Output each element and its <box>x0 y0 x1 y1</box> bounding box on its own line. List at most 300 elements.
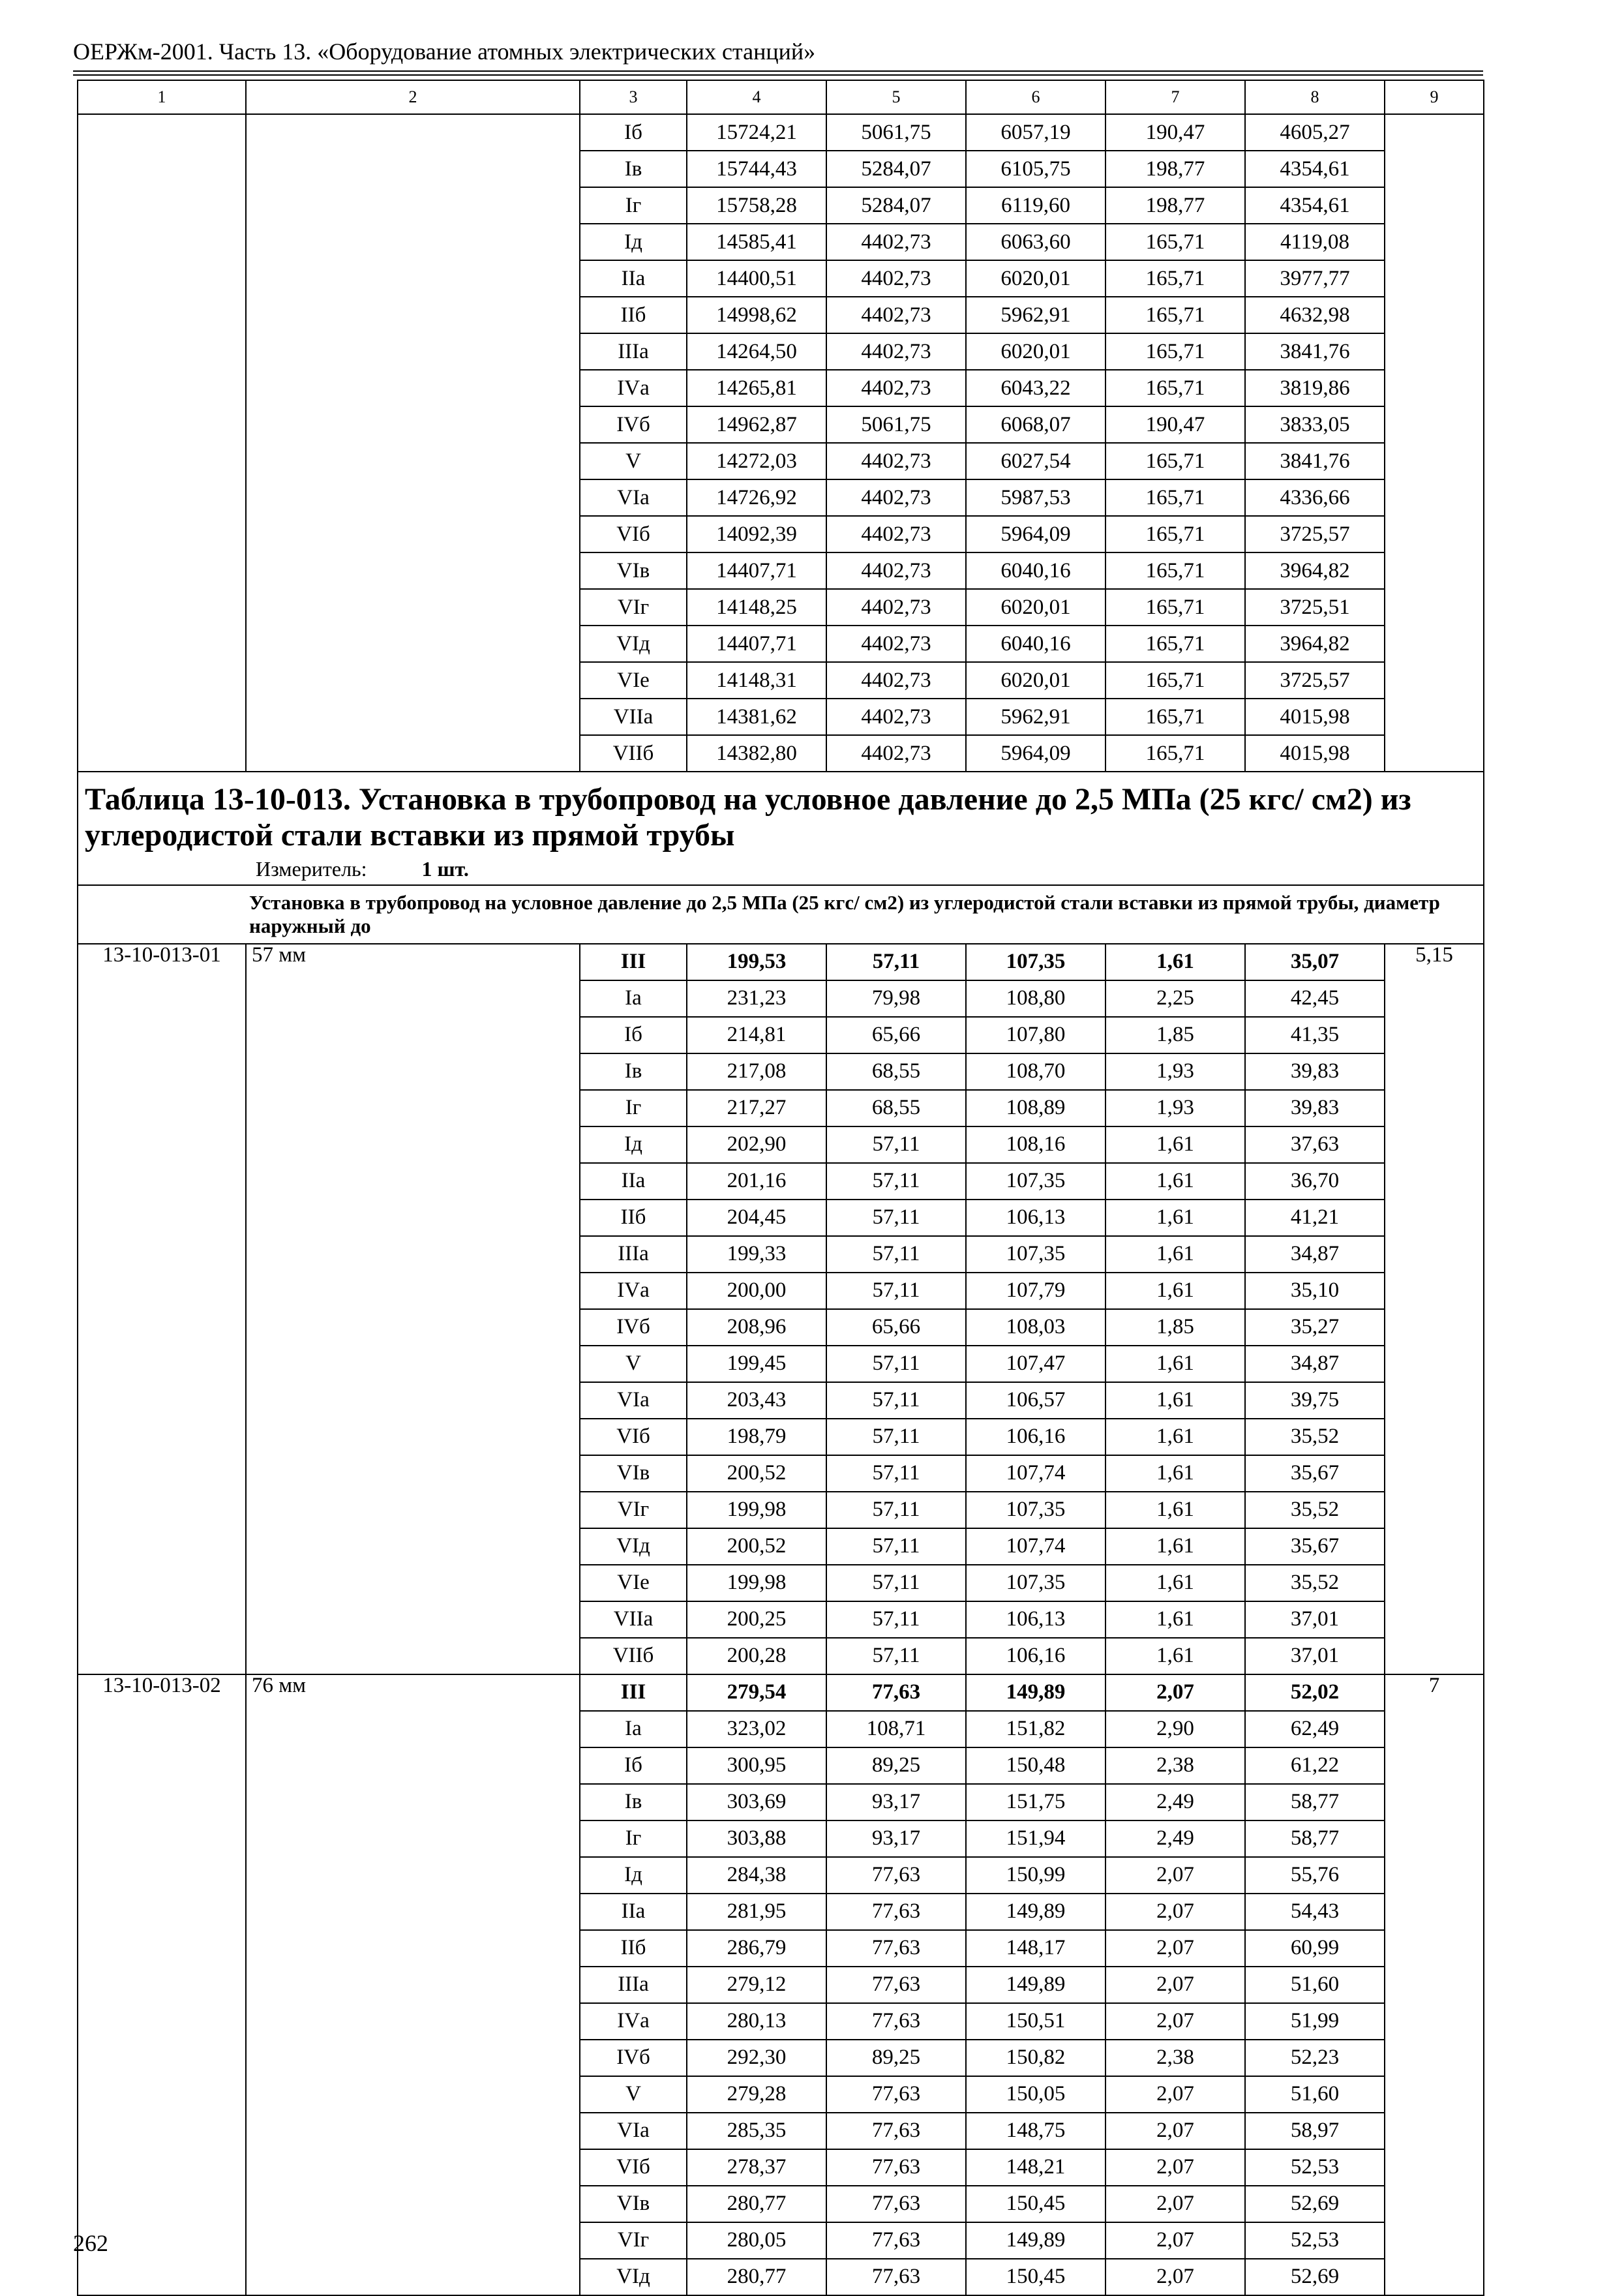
code-cell: 13-10-013-02 <box>78 1674 246 1711</box>
code-cell <box>78 1273 246 1309</box>
value-cell: 5284,07 <box>826 151 966 187</box>
value-cell: 2,07 <box>1105 1967 1245 2003</box>
value-cell: 106,57 <box>966 1382 1105 1419</box>
value-cell: 68,55 <box>826 1090 966 1126</box>
value-cell: 37,01 <box>1245 1601 1385 1638</box>
value-cell: 14272,03 <box>687 443 826 479</box>
value-cell: 4119,08 <box>1245 224 1385 260</box>
value-cell: 2,07 <box>1105 2259 1245 2295</box>
zone-cell: V <box>580 1346 687 1382</box>
value-cell: 4354,61 <box>1245 151 1385 187</box>
code-cell <box>78 1894 246 1930</box>
value-cell: 4402,73 <box>826 662 966 699</box>
value-cell: 4402,73 <box>826 699 966 735</box>
value-cell: 37,63 <box>1245 1126 1385 1163</box>
value-cell: 14381,62 <box>687 699 826 735</box>
value-cell: 108,16 <box>966 1126 1105 1163</box>
value-cell: 2,07 <box>1105 1857 1245 1894</box>
name-cell <box>246 1455 580 1492</box>
table-row <box>78 333 1484 370</box>
code-cell <box>78 1126 246 1163</box>
value-cell: 39,83 <box>1245 1053 1385 1090</box>
meter-label: Измеритель: <box>256 857 367 881</box>
table-row <box>78 589 1484 626</box>
value-cell: 6027,54 <box>966 443 1105 479</box>
mass-cell <box>1385 1784 1484 1820</box>
value-cell: 165,71 <box>1105 224 1245 260</box>
value-cell: 107,35 <box>966 1565 1105 1601</box>
value-cell: 93,17 <box>826 1784 966 1820</box>
value-cell: 5964,09 <box>966 735 1105 772</box>
zone-cell: VIб <box>580 2149 687 2186</box>
table-row <box>78 1747 1484 1784</box>
code-cell <box>78 1784 246 1820</box>
value-cell: 190,47 <box>1105 406 1245 443</box>
code-cell <box>78 2259 246 2295</box>
name-cell <box>246 1273 580 1309</box>
value-cell: 35,52 <box>1245 1565 1385 1601</box>
table-row <box>78 1090 1484 1126</box>
value-cell: 4402,73 <box>826 333 966 370</box>
name-cell <box>246 260 580 297</box>
value-cell: 280,05 <box>687 2222 826 2259</box>
value-cell: 4632,98 <box>1245 297 1385 333</box>
value-cell: 165,71 <box>1105 552 1245 589</box>
table-row <box>78 1309 1484 1346</box>
value-cell: 5987,53 <box>966 479 1105 516</box>
name-cell <box>246 1126 580 1163</box>
mass-cell <box>1385 1601 1484 1638</box>
value-cell: 3841,76 <box>1245 333 1385 370</box>
name-cell <box>246 2003 580 2040</box>
zone-cell: Iб <box>580 114 687 151</box>
value-cell: 52,23 <box>1245 2040 1385 2076</box>
value-cell: 57,11 <box>826 1492 966 1528</box>
mass-cell <box>1385 626 1484 662</box>
mass-cell <box>1385 1309 1484 1346</box>
column-number: 3 <box>580 80 687 114</box>
mass-cell <box>1385 1930 1484 1967</box>
name-cell <box>246 1053 580 1090</box>
value-cell: 106,16 <box>966 1638 1105 1674</box>
value-cell: 52,69 <box>1245 2186 1385 2222</box>
value-cell: 2,90 <box>1105 1711 1245 1747</box>
mass-cell <box>1385 1820 1484 1857</box>
code-cell <box>78 699 246 735</box>
value-cell: 199,45 <box>687 1346 826 1382</box>
table-row <box>78 1857 1484 1894</box>
value-cell: 6043,22 <box>966 370 1105 406</box>
value-cell: 58,97 <box>1245 2113 1385 2149</box>
zone-cell: Iв <box>580 1053 687 1090</box>
code-cell <box>78 2076 246 2113</box>
value-cell: 5962,91 <box>966 297 1105 333</box>
table-row <box>78 2186 1484 2222</box>
name-cell <box>246 1638 580 1674</box>
code-cell <box>78 297 246 333</box>
zone-cell: IIа <box>580 1894 687 1930</box>
code-cell <box>78 552 246 589</box>
value-cell: 1,61 <box>1105 1163 1245 1200</box>
column-number: 4 <box>687 80 826 114</box>
value-cell: 6057,19 <box>966 114 1105 151</box>
code-cell <box>78 2003 246 2040</box>
value-cell: 57,11 <box>826 1455 966 1492</box>
name-cell <box>246 2040 580 2076</box>
value-cell: 200,28 <box>687 1638 826 1674</box>
value-cell: 61,22 <box>1245 1747 1385 1784</box>
zone-cell: VIг <box>580 589 687 626</box>
value-cell: 165,71 <box>1105 516 1245 552</box>
value-cell: 150,45 <box>966 2186 1105 2222</box>
value-cell: 201,16 <box>687 1163 826 1200</box>
table-row <box>78 1346 1484 1382</box>
value-cell: 4354,61 <box>1245 187 1385 224</box>
code-cell <box>78 735 246 772</box>
value-cell: 149,89 <box>966 1894 1105 1930</box>
mass-cell <box>1385 2113 1484 2149</box>
value-cell: 2,07 <box>1105 1894 1245 1930</box>
value-cell: 300,95 <box>687 1747 826 1784</box>
value-cell: 4402,73 <box>826 589 966 626</box>
name-cell <box>246 1382 580 1419</box>
value-cell: 198,77 <box>1105 151 1245 187</box>
value-cell: 199,53 <box>687 944 826 980</box>
name-cell <box>246 1601 580 1638</box>
name-cell <box>246 224 580 260</box>
value-cell: 3977,77 <box>1245 260 1385 297</box>
value-cell: 57,11 <box>826 1382 966 1419</box>
table-row <box>78 1565 1484 1601</box>
value-cell: 77,63 <box>826 2259 966 2295</box>
value-cell: 57,11 <box>826 1273 966 1309</box>
name-cell <box>246 589 580 626</box>
header-rule <box>73 70 1483 72</box>
value-cell: 107,80 <box>966 1017 1105 1053</box>
value-cell: 190,47 <box>1105 114 1245 151</box>
value-cell: 54,43 <box>1245 1894 1385 1930</box>
table-row <box>78 944 1484 980</box>
value-cell: 35,52 <box>1245 1492 1385 1528</box>
value-cell: 106,13 <box>966 1601 1105 1638</box>
name-cell <box>246 1346 580 1382</box>
value-cell: 199,33 <box>687 1236 826 1273</box>
value-cell: 14400,51 <box>687 260 826 297</box>
mass-cell <box>1385 1528 1484 1565</box>
mass-cell <box>1385 479 1484 516</box>
value-cell: 51,60 <box>1245 1967 1385 2003</box>
code-cell <box>78 333 246 370</box>
value-cell: 1,61 <box>1105 1638 1245 1674</box>
table-row <box>78 479 1484 516</box>
zone-cell: IVб <box>580 406 687 443</box>
value-cell: 4402,73 <box>826 443 966 479</box>
zone-cell: IIа <box>580 1163 687 1200</box>
value-cell: 200,52 <box>687 1455 826 1492</box>
code-cell <box>78 980 246 1017</box>
table-row <box>78 1784 1484 1820</box>
value-cell: 200,25 <box>687 1601 826 1638</box>
value-cell: 106,16 <box>966 1419 1105 1455</box>
zone-cell: VIв <box>580 2186 687 2222</box>
table-row <box>78 1382 1484 1419</box>
mass-cell <box>1385 589 1484 626</box>
mass-cell <box>1385 1638 1484 1674</box>
value-cell: 39,75 <box>1245 1382 1385 1419</box>
value-cell: 107,35 <box>966 944 1105 980</box>
table-row <box>78 1711 1484 1747</box>
code-cell <box>78 479 246 516</box>
value-cell: 4015,98 <box>1245 699 1385 735</box>
code-cell <box>78 1857 246 1894</box>
name-cell <box>246 1565 580 1601</box>
zone-cell: VIа <box>580 1382 687 1419</box>
mass-cell <box>1385 1967 1484 2003</box>
value-cell: 51,60 <box>1245 2076 1385 2113</box>
value-cell: 208,96 <box>687 1309 826 1346</box>
code-cell <box>78 1528 246 1565</box>
table-row <box>78 1163 1484 1200</box>
value-cell: 77,63 <box>826 1930 966 1967</box>
value-cell: 14092,39 <box>687 516 826 552</box>
value-cell: 203,43 <box>687 1382 826 1419</box>
value-cell: 3964,82 <box>1245 552 1385 589</box>
name-cell <box>246 2113 580 2149</box>
value-cell: 4402,73 <box>826 479 966 516</box>
column-number: 2 <box>246 80 580 114</box>
mass-cell <box>1385 2259 1484 2295</box>
zone-cell: IIIа <box>580 1236 687 1273</box>
table-row <box>78 699 1484 735</box>
value-cell: 2,49 <box>1105 1784 1245 1820</box>
zone-cell: Iб <box>580 1747 687 1784</box>
zone-cell: IIIа <box>580 1967 687 2003</box>
header-rule-2 <box>73 74 1483 76</box>
value-cell: 77,63 <box>826 1674 966 1711</box>
name-cell <box>246 479 580 516</box>
value-cell: 57,11 <box>826 1163 966 1200</box>
column-number: 5 <box>826 80 966 114</box>
name-cell <box>246 2259 580 2295</box>
zone-cell: IVа <box>580 2003 687 2040</box>
value-cell: 165,71 <box>1105 699 1245 735</box>
mass-cell <box>1385 151 1484 187</box>
table-row <box>78 1419 1484 1455</box>
value-cell: 323,02 <box>687 1711 826 1747</box>
value-cell: 4402,73 <box>826 516 966 552</box>
table-row <box>78 735 1484 772</box>
zone-cell: VIг <box>580 1492 687 1528</box>
value-cell: 89,25 <box>826 1747 966 1784</box>
value-cell: 52,53 <box>1245 2149 1385 2186</box>
value-cell: 2,07 <box>1105 2076 1245 2113</box>
table-row <box>78 260 1484 297</box>
mass-cell <box>1385 1126 1484 1163</box>
value-cell: 165,71 <box>1105 260 1245 297</box>
value-cell: 202,90 <box>687 1126 826 1163</box>
code-cell <box>78 589 246 626</box>
zone-cell: VIа <box>580 2113 687 2149</box>
name-cell <box>246 1200 580 1236</box>
value-cell: 57,11 <box>826 1126 966 1163</box>
value-cell: 1,61 <box>1105 1565 1245 1601</box>
value-cell: 14148,25 <box>687 589 826 626</box>
value-cell: 148,75 <box>966 2113 1105 2149</box>
value-cell: 65,66 <box>826 1309 966 1346</box>
name-cell <box>246 626 580 662</box>
table-row <box>78 1492 1484 1528</box>
value-cell: 150,99 <box>966 1857 1105 1894</box>
table-row <box>78 552 1484 589</box>
column-number: 1 <box>78 80 246 114</box>
value-cell: 1,61 <box>1105 1382 1245 1419</box>
table-row <box>78 2040 1484 2076</box>
value-cell: 285,35 <box>687 2113 826 2149</box>
value-cell: 3841,76 <box>1245 443 1385 479</box>
table-row <box>78 1236 1484 1273</box>
table-row <box>78 297 1484 333</box>
mass-cell <box>1385 260 1484 297</box>
mass-cell <box>1385 1419 1484 1455</box>
value-cell: 286,79 <box>687 1930 826 1967</box>
zone-cell: VIв <box>580 552 687 589</box>
value-cell: 2,07 <box>1105 2149 1245 2186</box>
value-cell: 200,00 <box>687 1273 826 1309</box>
mass-cell <box>1385 2222 1484 2259</box>
column-number-row <box>78 80 1484 114</box>
mass-cell <box>1385 443 1484 479</box>
value-cell: 77,63 <box>826 2076 966 2113</box>
value-cell: 6119,60 <box>966 187 1105 224</box>
value-cell: 3725,57 <box>1245 662 1385 699</box>
name-cell <box>246 1163 580 1200</box>
code-cell <box>78 1200 246 1236</box>
value-cell: 6020,01 <box>966 333 1105 370</box>
value-cell: 35,10 <box>1245 1273 1385 1309</box>
value-cell: 107,79 <box>966 1273 1105 1309</box>
value-cell: 107,35 <box>966 1492 1105 1528</box>
value-cell: 1,85 <box>1105 1017 1245 1053</box>
code-cell <box>78 626 246 662</box>
value-cell: 57,11 <box>826 1528 966 1565</box>
mass-cell <box>1385 1090 1484 1126</box>
value-cell: 4402,73 <box>826 297 966 333</box>
name-cell <box>246 151 580 187</box>
code-cell <box>78 224 246 260</box>
mass-cell <box>1385 2186 1484 2222</box>
code-cell <box>78 1419 246 1455</box>
value-cell: 77,63 <box>826 1967 966 2003</box>
mass-cell <box>1385 224 1484 260</box>
mass-cell <box>1385 1492 1484 1528</box>
name-cell <box>246 2149 580 2186</box>
value-cell: 15744,43 <box>687 151 826 187</box>
value-cell: 4402,73 <box>826 370 966 406</box>
mass-cell <box>1385 406 1484 443</box>
value-cell: 6068,07 <box>966 406 1105 443</box>
table-row <box>78 370 1484 406</box>
value-cell: 1,93 <box>1105 1053 1245 1090</box>
zone-cell: Iг <box>580 1820 687 1857</box>
code-cell <box>78 1017 246 1053</box>
mass-cell <box>1385 1382 1484 1419</box>
value-cell: 57,11 <box>826 1638 966 1674</box>
value-cell: 52,69 <box>1245 2259 1385 2295</box>
value-cell: 281,95 <box>687 1894 826 1930</box>
value-cell: 68,55 <box>826 1053 966 1090</box>
name-cell <box>246 516 580 552</box>
value-cell: 303,69 <box>687 1784 826 1820</box>
value-cell: 292,30 <box>687 2040 826 2076</box>
code-cell <box>78 1930 246 1967</box>
value-cell: 5061,75 <box>826 406 966 443</box>
value-cell: 6040,16 <box>966 552 1105 589</box>
table-row <box>78 2076 1484 2113</box>
column-number: 6 <box>966 80 1105 114</box>
zone-cell: Iа <box>580 980 687 1017</box>
value-cell: 14148,31 <box>687 662 826 699</box>
value-cell: 4402,73 <box>826 260 966 297</box>
value-cell: 199,98 <box>687 1565 826 1601</box>
code-cell <box>78 443 246 479</box>
name-cell <box>246 370 580 406</box>
value-cell: 106,13 <box>966 1200 1105 1236</box>
table-row <box>78 2222 1484 2259</box>
mass-cell <box>1385 2076 1484 2113</box>
value-cell: 57,11 <box>826 1601 966 1638</box>
section-title-cell <box>78 772 1484 885</box>
value-cell: 107,47 <box>966 1346 1105 1382</box>
value-cell: 4015,98 <box>1245 735 1385 772</box>
name-cell: 57 мм <box>246 944 580 980</box>
value-cell: 41,35 <box>1245 1017 1385 1053</box>
value-cell: 279,54 <box>687 1674 826 1711</box>
value-cell: 57,11 <box>826 1200 966 1236</box>
value-cell: 58,77 <box>1245 1820 1385 1857</box>
value-cell: 4605,27 <box>1245 114 1385 151</box>
value-cell: 62,49 <box>1245 1711 1385 1747</box>
zone-cell: Iа <box>580 1711 687 1747</box>
mass-cell <box>1385 114 1484 151</box>
name-cell <box>246 699 580 735</box>
value-cell: 14407,71 <box>687 552 826 589</box>
value-cell: 14585,41 <box>687 224 826 260</box>
value-cell: 6020,01 <box>966 260 1105 297</box>
name-cell <box>246 406 580 443</box>
code-cell <box>78 260 246 297</box>
name-cell <box>246 980 580 1017</box>
value-cell: 14726,92 <box>687 479 826 516</box>
value-cell: 3964,82 <box>1245 626 1385 662</box>
name-cell <box>246 1747 580 1784</box>
value-cell: 107,74 <box>966 1455 1105 1492</box>
value-cell: 6105,75 <box>966 151 1105 187</box>
value-cell: 149,89 <box>966 2222 1105 2259</box>
zone-cell: VIг <box>580 2222 687 2259</box>
value-cell: 35,07 <box>1245 944 1385 980</box>
table-row <box>78 1674 1484 1711</box>
mass-cell <box>1385 333 1484 370</box>
page-number: 262 <box>73 2230 108 2256</box>
table-row <box>78 1820 1484 1857</box>
value-cell: 303,88 <box>687 1820 826 1857</box>
value-cell: 77,63 <box>826 2186 966 2222</box>
zone-cell: Iв <box>580 1784 687 1820</box>
table-row <box>78 1053 1484 1090</box>
code-cell <box>78 1820 246 1857</box>
mass-cell <box>1385 1346 1484 1382</box>
mass-cell <box>1385 516 1484 552</box>
